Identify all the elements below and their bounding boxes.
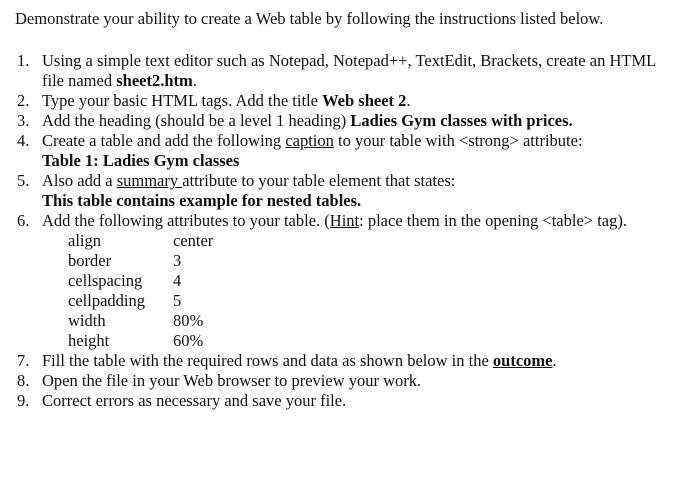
instruction-item-5	[17, 171, 692, 211]
attribute-value: 3	[173, 251, 182, 270]
attribute-value: 80%	[173, 311, 204, 330]
instruction-item-3	[17, 111, 692, 131]
instruction-item-4	[17, 131, 692, 171]
item-6-text: Add the following attributes to your table. (	[42, 211, 330, 230]
item-number: 7.	[17, 351, 30, 370]
item-4-caption-text: Table 1: Ladies Gym classes	[42, 151, 240, 170]
item-2-title: Web sheet 2	[322, 91, 407, 110]
item-number: 9.	[17, 391, 30, 410]
item-1-line-2	[42, 71, 692, 91]
item-5-summary-text: This table contains example for nested tables.	[42, 191, 362, 210]
instruction-item-8	[17, 371, 692, 391]
item-number: 3.	[17, 111, 30, 130]
intro-text: Demonstrate your ability to create a Web table by following the instructions listed below.	[15, 9, 604, 28]
item-number: 8.	[17, 371, 30, 390]
attribute-name: border	[68, 251, 112, 270]
item-2-period: .	[406, 91, 411, 110]
instruction-item-6	[17, 211, 692, 351]
item-number: 6.	[17, 211, 30, 230]
attribute-row	[68, 331, 692, 351]
item-1-text: file named	[42, 71, 117, 90]
outcome-link[interactable]: outcome	[492, 351, 553, 370]
attribute-name: height	[68, 331, 110, 350]
attribute-row	[68, 311, 692, 331]
attribute-row	[68, 291, 692, 311]
attribute-value: 4	[173, 271, 182, 290]
item-1-line-1: Using a simple text editor such as Notepad, Notepad++, TextEdit, Brackets, create an HTML	[42, 51, 657, 70]
item-number: 1.	[17, 51, 30, 70]
item-3-heading: Ladies Gym classes with prices.	[350, 111, 573, 130]
instruction-item-2	[17, 91, 692, 111]
item-number: 4.	[17, 131, 30, 150]
attribute-value: 60%	[173, 331, 204, 350]
item-8-text: Open the file in your Web browser to preview your work.	[42, 371, 422, 390]
item-9-text: Correct errors as necessary and save your file.	[42, 391, 347, 410]
attribute-row	[68, 251, 692, 271]
item-7-text: Fill the table with the required rows and data as shown below in the	[42, 351, 493, 370]
item-4-text: Create a table and add the following	[42, 131, 286, 150]
attribute-value: 5	[173, 291, 182, 310]
item-3-text: Add the heading (should be a level 1 heading)	[42, 111, 351, 130]
item-1-period: .	[192, 71, 197, 90]
attribute-value: center	[173, 231, 214, 250]
instructions-list	[17, 51, 692, 411]
attribute-name: cellpadding	[68, 291, 145, 310]
item-number: 2.	[17, 91, 30, 110]
attribute-name: align	[68, 231, 101, 250]
item-2-text: Type your basic HTML tags. Add the title	[42, 91, 323, 110]
attribute-table	[68, 231, 692, 351]
item-5-text: Also add a	[42, 171, 117, 190]
item-4-text-end: to your table with <strong> attribute:	[333, 131, 583, 150]
instruction-item-9	[17, 391, 692, 411]
instruction-item-1	[17, 51, 692, 91]
summary-link[interactable]: summary	[116, 171, 183, 190]
caption-link[interactable]: caption	[285, 131, 334, 150]
attribute-name: cellspacing	[68, 271, 143, 290]
item-6-text-end: : place them in the opening <table> tag).	[359, 211, 627, 230]
attribute-row	[68, 231, 692, 251]
instruction-item-7	[17, 351, 692, 371]
item-7-period: .	[552, 351, 557, 370]
item-number: 5.	[17, 171, 30, 190]
attribute-row	[68, 271, 692, 291]
item-5-text-end: attribute to your table element that states:	[182, 171, 456, 190]
hint-link[interactable]: Hint	[329, 211, 360, 230]
item-1-filename: sheet2.htm	[116, 71, 193, 90]
attribute-name: width	[68, 311, 106, 330]
